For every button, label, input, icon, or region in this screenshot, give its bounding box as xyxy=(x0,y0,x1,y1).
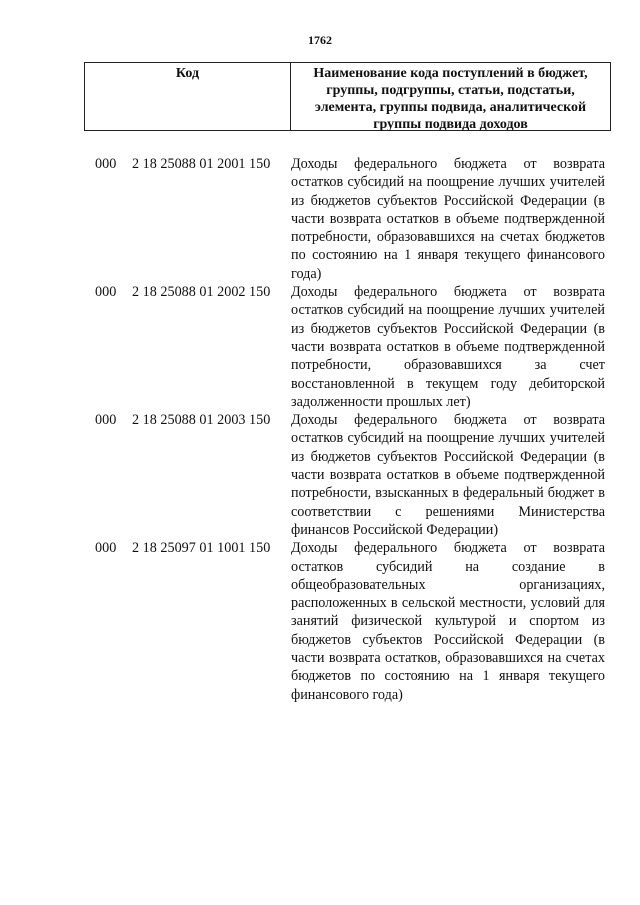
admin-code: 000 xyxy=(95,412,117,429)
table-header xyxy=(84,62,611,131)
admin-code: 000 xyxy=(95,284,117,301)
income-code-list xyxy=(95,155,605,704)
admin-code: 000 xyxy=(95,156,117,172)
income-code: 2 18 25088 01 2001 150 xyxy=(132,156,271,172)
page-number: 1762 xyxy=(308,33,332,47)
table-row xyxy=(95,539,605,704)
admin-code: 000 xyxy=(95,540,117,557)
income-code: 2 18 25088 01 2002 150 xyxy=(132,284,271,301)
income-description: Доходы федерального бюджета от возврата остатков субсидий на поощрение лучших учителей из бюджетов субъектов Российской Федерации (в части возврата остатков в объеме подтвержденной потребности, образовавшихся за счет восстановленной в текущем году дебиторской задолженности прошлых лет) xyxy=(291,284,605,410)
income-code: 2 18 25088 01 2003 150 xyxy=(132,412,271,429)
header-code-column: Код xyxy=(85,63,291,130)
header-name-column: Наименование кода поступлений в бюджет, группы, подгруппы, статьи, подстатьи, элемента, группы подвида, аналитической группы подвида доходов xyxy=(313,66,588,132)
table-row xyxy=(95,411,605,539)
income-description: Доходы федерального бюджета от возврата остатков субсидий на поощрение лучших учителей из бюджетов субъектов Российской Федерации (в части возврата остатков в объеме подтвержденной потребности, взысканных в федеральный бюджет в соответствии с решениями Министерства финансов Российской Федерации) xyxy=(291,412,605,538)
table-row xyxy=(95,283,605,411)
income-description: Доходы федерального бюджета от возврата остатков субсидий на поощрение лучших учителей из бюджетов субъектов Российской Федерации (в части возврата остатков в объеме подтвержденной потребности, образовавшихся на счетах бюджетов по состоянию на 1 января текущего финансового года) xyxy=(291,156,605,282)
income-description: Доходы федерального бюджета от возврата остатков субсидий на создание в общеобразовательных организациях, расположенных в сельской местности, условий для занятий физической культурой и спортом из бюджетов субъектов Российской Федерации (в части возврата остатков, образовавшихся на счетах бюджетов по состоянию на 1 января текущего финансового года) xyxy=(291,540,605,703)
income-code: 2 18 25097 01 1001 150 xyxy=(132,540,271,557)
table-row xyxy=(95,155,605,283)
